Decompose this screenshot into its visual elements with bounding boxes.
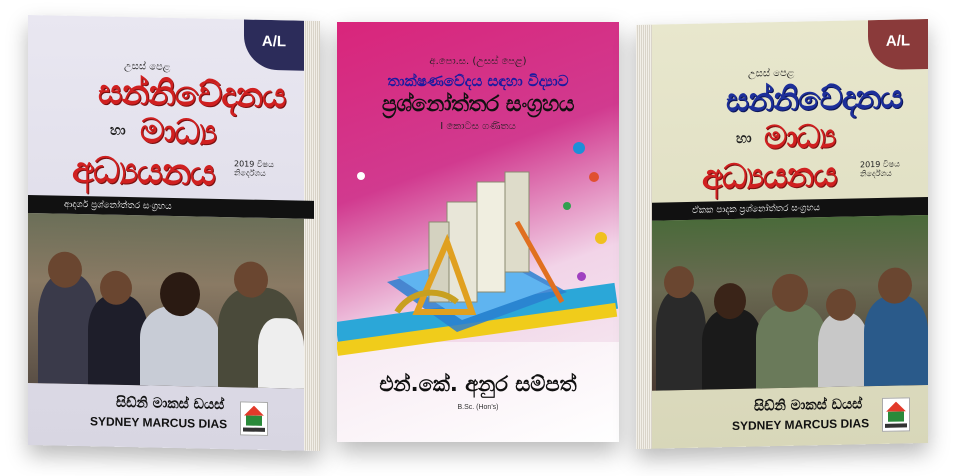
book-cover-communication-unit-qa — [636, 19, 928, 449]
subject-subtitle: තාක්ෂණවේදය සඳහා විද්‍යාව — [387, 72, 569, 90]
buildings-blueprint-illustration — [377, 162, 577, 342]
level-text: උසස් පෙළ — [748, 67, 795, 80]
subtitle-band: ආදර්ශ ප්‍රශ්නෝත්තර සංග්‍රහය — [28, 195, 314, 219]
author-degree: B.Sc. (Hon's) — [457, 404, 499, 411]
syllabus-year: 2019 විෂය නිර්දේශය — [234, 159, 274, 178]
book-cover-communication-model-qa — [28, 15, 320, 451]
level-badge: A/L — [868, 19, 928, 70]
subtitle-band: ඒකක පාදක ප්‍රශ්නෝත්තර සංග්‍රහය — [652, 197, 928, 221]
decorative-dot — [357, 172, 365, 180]
publisher-logo — [240, 401, 268, 436]
decorative-dot — [589, 172, 599, 182]
title-joiner: හා — [736, 130, 752, 147]
title-line-3: අධ්‍යයනය — [72, 149, 215, 194]
book-page-edges — [636, 25, 652, 449]
title-line-1: සන්නිවේදනය — [726, 77, 902, 120]
decorative-dot — [577, 272, 586, 281]
title-line-1: සන්නිවේදනය — [98, 72, 286, 117]
decorative-dot — [595, 232, 607, 244]
author-english: SYDNEY MARCUS DIAS — [732, 416, 870, 434]
title-line-3: අධ්‍යයනය — [702, 154, 837, 198]
exam-level-text: අ.පො.ස. (උසස් පෙළ) — [429, 56, 527, 67]
title-line-2: මාධ්‍ය — [140, 111, 216, 153]
decorative-dot — [563, 202, 571, 210]
part-label: I කොටස ගණිතය — [440, 121, 516, 132]
press-crowd-photo — [28, 213, 304, 389]
syllabus-year: 2019 විෂය නිර්දේශය — [860, 159, 900, 179]
decorative-dot — [573, 142, 585, 154]
title-joiner: හා — [110, 122, 126, 139]
book-title: ප්‍රශ්නෝත්තර සංග්‍රහය — [381, 92, 575, 117]
level-text: උසස් පෙළ — [124, 60, 171, 73]
publisher-logo — [882, 397, 910, 432]
author-sinhala: සිඩ්නි මාකස් ඩයස් — [754, 396, 863, 415]
author-english: SYDNEY MARCUS DIAS — [90, 414, 228, 432]
level-badge: A/L — [244, 19, 304, 70]
book-page-edges — [304, 21, 320, 451]
title-line-2: මාධ්‍ය — [764, 116, 836, 157]
book-cover-science-for-technology-qa — [337, 22, 619, 442]
author-name: එන්.කේ. අනුර සම්පත් — [379, 372, 577, 396]
author-sinhala: සිඩ්නි මාකස් ඩයස් — [116, 394, 225, 414]
press-crowd-photo — [652, 215, 928, 391]
